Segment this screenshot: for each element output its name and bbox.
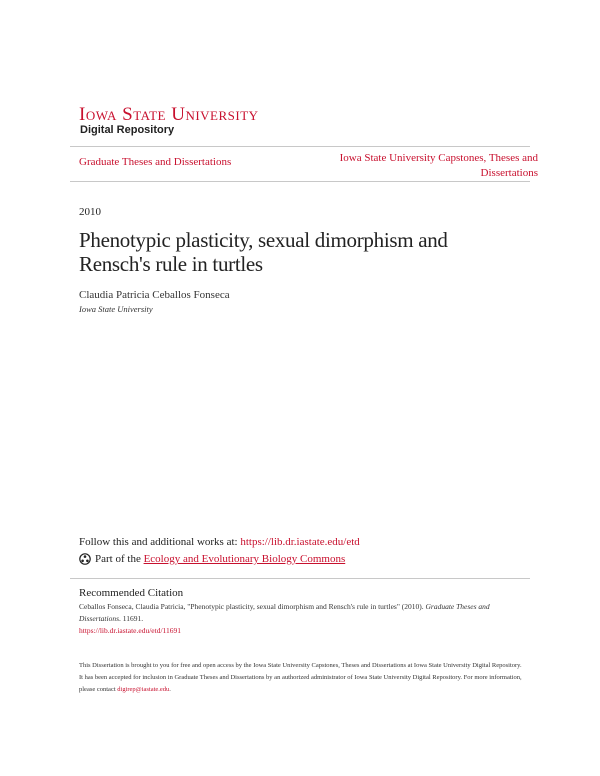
- citation-series: Graduate Theses and Dissertations: [79, 602, 490, 623]
- contact-email-link[interactable]: digirep@iastate.edu: [117, 686, 170, 693]
- citation-url-link[interactable]: https://lib.dr.iastate.edu/etd/11691: [79, 626, 182, 635]
- notice-end: .: [169, 686, 171, 693]
- top-divider: [70, 146, 530, 147]
- university-logo-name: Iowa State University: [79, 104, 259, 125]
- document-title: Phenotypic plasticity, sexual dimorphism and Rensch's rule in turtles: [79, 228, 448, 276]
- notice-text: This Dissertation is brought to you for free and open access by the Iowa State University Capstones, Theses and Dissertations at Iowa State University Digital Repository. It has been accepted for inclusion in Graduate Theses and Dissertations by an authorized administrator of Iowa State University Digital Repository. For more information, please contact: [79, 662, 522, 693]
- follow-line: [79, 536, 360, 548]
- follow-text: Follow this and additional works at:: [79, 536, 238, 548]
- part-of-text: Part of the: [95, 553, 141, 565]
- author-name: Claudia Patricia Ceballos Fonseca: [79, 289, 230, 301]
- recommended-citation-heading: Recommended Citation: [79, 587, 184, 599]
- collection-link-graduate-theses[interactable]: Graduate Theses and Dissertations: [79, 156, 232, 168]
- collections-divider: [70, 181, 530, 182]
- commons-network-icon: [79, 553, 91, 565]
- etd-link[interactable]: https://lib.dr.iastate.edu/etd: [240, 536, 360, 548]
- citation-text: Ceballos Fonseca, Claudia Patricia, "Phenotypic plasticity, sexual dimorphism and Rensch's rule in turtles" (2010).: [79, 602, 424, 611]
- collection-link-capstones[interactable]: Iowa State University Capstones, Theses and Dissertations: [339, 152, 538, 179]
- repository-subtitle: Digital Repository: [80, 124, 175, 136]
- citation-number: . 11691.: [119, 614, 144, 623]
- ecology-commons-link[interactable]: Ecology and Evolutionary Biology Commons: [143, 553, 346, 565]
- citation-block: [79, 601, 519, 637]
- repository-notice: [79, 660, 524, 696]
- author-affiliation: Iowa State University: [79, 304, 153, 314]
- part-of-line: [79, 553, 345, 565]
- publication-year: 2010: [79, 206, 101, 218]
- citation-divider: [70, 578, 530, 579]
